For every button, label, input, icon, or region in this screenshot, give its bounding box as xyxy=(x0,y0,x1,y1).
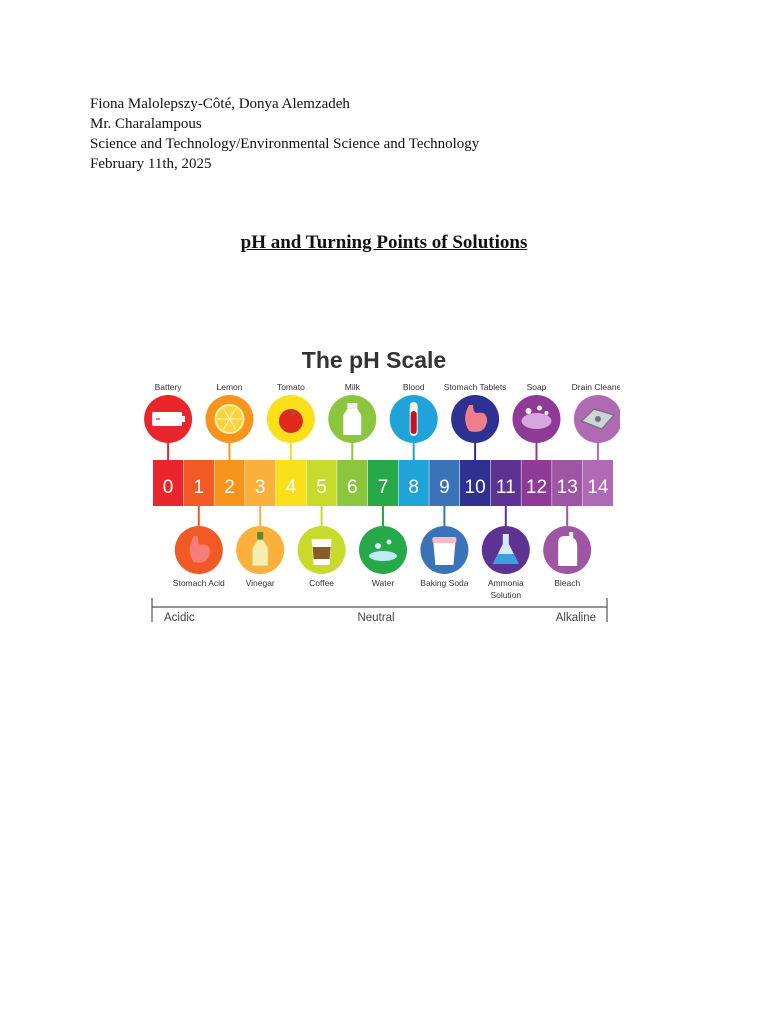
item-label: Ammonia Solution xyxy=(487,578,524,600)
item-lemon xyxy=(206,382,254,443)
ph-tile-5 xyxy=(307,460,337,506)
item-label: Tomato xyxy=(276,382,305,392)
item-bleach xyxy=(543,526,591,588)
teacher-line: Mr. Charalampous xyxy=(90,116,202,132)
lemon-icon xyxy=(216,405,244,433)
ph-tile-8 xyxy=(399,460,429,506)
ph-tile-number: 13 xyxy=(556,477,578,498)
ph-tile-number: 0 xyxy=(162,477,174,498)
date-line: February 11th, 2025 xyxy=(90,156,212,172)
item-label: Drain Cleaner xyxy=(571,382,620,392)
ph-tile-number: 14 xyxy=(587,477,609,498)
ph-tile-number: 10 xyxy=(464,477,486,498)
ph-tile-14 xyxy=(583,460,613,506)
ph-tile-number: 6 xyxy=(347,477,358,498)
item-label: Blood xyxy=(402,382,425,392)
item-vinegar xyxy=(236,526,284,588)
blood-icon xyxy=(410,402,418,436)
item-label: Bleach xyxy=(554,578,581,588)
ph-tile-number: 1 xyxy=(193,477,205,498)
ph-tile-6 xyxy=(337,460,367,506)
ph-tile-number: 9 xyxy=(439,477,450,498)
ph-tile-number: 3 xyxy=(254,477,266,498)
ph-tile-number: 5 xyxy=(316,477,327,498)
item-ammonia-solution xyxy=(482,526,530,600)
document-title: pH and Turning Points of Solutions xyxy=(240,232,528,253)
document-header xyxy=(90,94,479,174)
authors-line: Fiona Malolepszy-Côté, Donya Alemzadeh xyxy=(90,96,350,112)
ph-tile-2 xyxy=(214,460,244,506)
ph-tile-number: 12 xyxy=(525,477,548,498)
ph-tile-10 xyxy=(460,460,490,506)
item-label: Stomach Tablets xyxy=(443,382,507,392)
item-stomach-acid xyxy=(173,526,225,588)
tomato-icon xyxy=(279,409,303,433)
axis-label-alkaline: Alkaline xyxy=(555,612,596,624)
item-label: Water xyxy=(371,578,395,588)
battery-icon xyxy=(152,412,185,426)
item-label: Milk xyxy=(344,382,360,392)
ph-tile-0 xyxy=(153,460,183,506)
ph-tile-4 xyxy=(276,460,306,506)
ph-tile-number: 4 xyxy=(285,477,297,498)
ph-tile-number: 11 xyxy=(495,477,516,498)
ph-scale-graphic xyxy=(140,340,620,630)
item-baking-soda xyxy=(420,526,468,588)
ph-tile-3 xyxy=(245,460,275,506)
ph-tile-number: 7 xyxy=(377,477,389,498)
item-label: Vinegar xyxy=(245,578,275,588)
ph-tile-number: 2 xyxy=(224,477,235,498)
ph-tile-13 xyxy=(552,460,582,506)
item-label: Soap xyxy=(526,382,547,392)
item-label: Stomach Acid xyxy=(172,578,225,588)
item-drain-cleaner xyxy=(572,382,620,443)
item-label: Baking Soda xyxy=(420,578,469,588)
ph-tile-7 xyxy=(368,460,398,506)
axis-label-acidic: Acidic xyxy=(164,612,195,624)
baking-soda-icon xyxy=(432,537,456,565)
item-label: Coffee xyxy=(309,578,335,588)
item-battery xyxy=(144,382,192,443)
item-milk xyxy=(328,382,376,443)
item-label: Battery xyxy=(154,382,182,392)
ph-tile-9 xyxy=(429,460,459,506)
item-circle xyxy=(359,526,407,574)
item-coffee xyxy=(298,526,346,588)
item-soap xyxy=(513,382,561,443)
figure-heading: The pH Scale xyxy=(301,347,447,373)
item-stomach-tablets xyxy=(444,382,507,443)
course-line: Science and Technology/Environmental Science and Technology xyxy=(90,136,480,152)
item-blood xyxy=(390,382,438,443)
item-water xyxy=(359,526,407,588)
ph-tile-12 xyxy=(521,460,551,506)
coffee-icon xyxy=(312,539,332,565)
axis-label-neutral: Neutral xyxy=(357,612,395,624)
ph-scale-figure xyxy=(140,340,620,630)
item-tomato xyxy=(267,382,315,443)
ph-tile-11 xyxy=(491,460,521,506)
ph-tile-1 xyxy=(184,460,214,506)
ph-tile-number: 8 xyxy=(408,477,419,498)
item-label: Lemon xyxy=(216,382,243,392)
